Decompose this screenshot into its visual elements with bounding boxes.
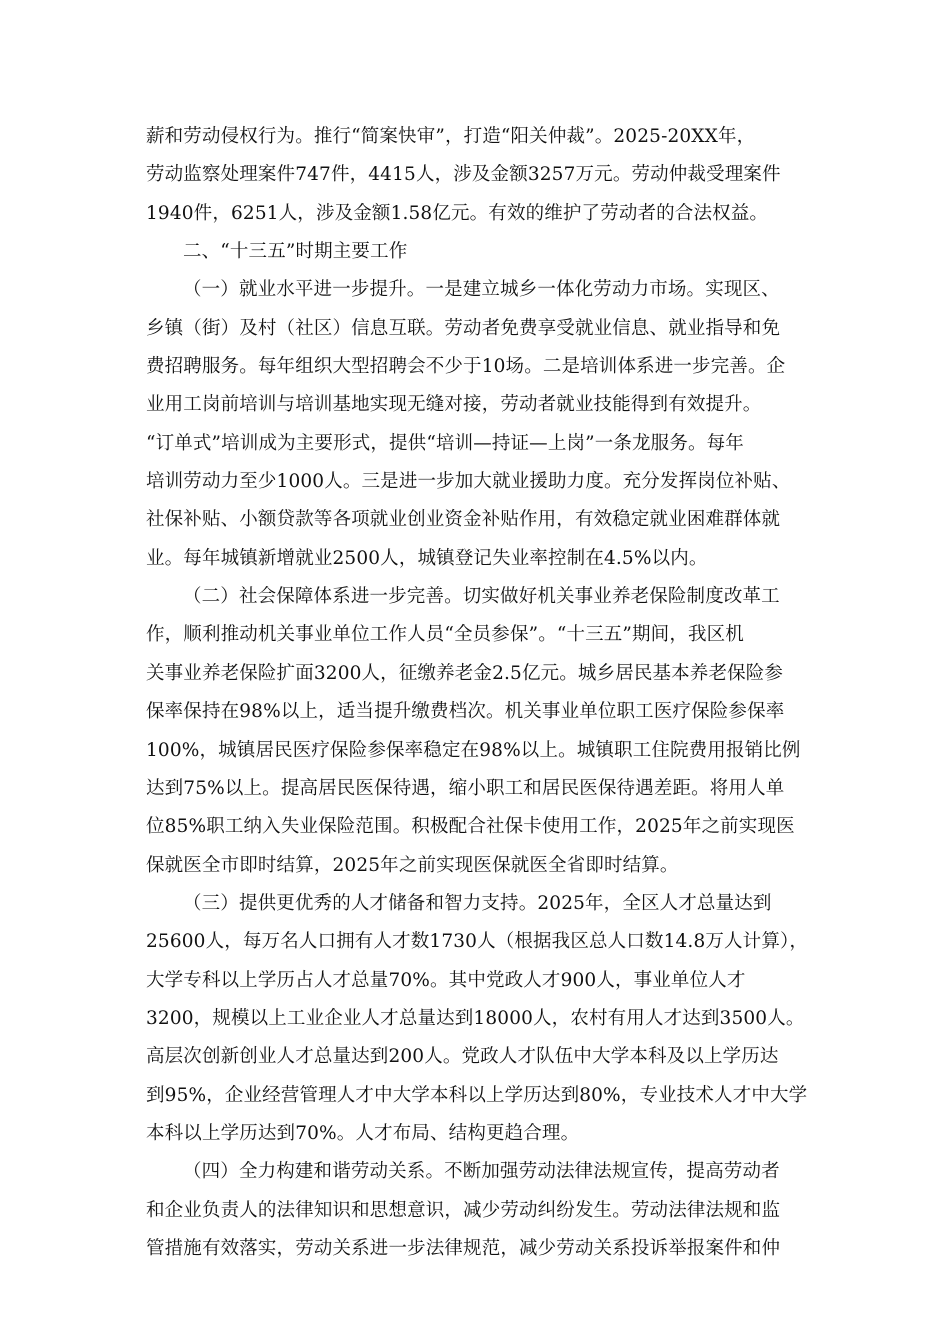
text-line: 作，顺利推动机关事业单位工作人员“全员参保”。“十三五”期间，我区机 (146, 624, 744, 646)
text-line: “订单式”培训成为主要形式，提供“培训—持证—上岗”一条龙服务。每年 (146, 432, 744, 454)
text-line: 到95%，企业经营管理人才中大学本科以上学历达到80%，专业技术人才中大学 (146, 1084, 808, 1106)
text-line: （一）就业水平进一步提升。一是建立城乡一体化劳动力市场。实现区、 (183, 279, 780, 301)
text-line: 本科以上学历达到70%。人才布局、结构更趋合理。 (146, 1122, 580, 1144)
text-line: 大学专科以上学历占人才总量70%。其中党政人才900人，事业单位人才 (146, 969, 746, 991)
text-line: 关事业养老保险扩面3200人，征缴养老金2.5亿元。城乡居民基本养老保险参 (146, 662, 784, 684)
text-line: 和企业负责人的法律知识和思想意识，减少劳动纠纷发生。劳动法律法规和监 (146, 1199, 781, 1221)
text-line: 劳动监察处理案件747件，4415人，涉及金额3257万元。劳动仲裁受理案件 (146, 164, 781, 186)
text-line: 3200，规模以上工业企业人才总量达到18000人，农村有用人才达到3500人。 (146, 1007, 805, 1029)
text-line: 薪和劳动侵权行为。推行“简案快审”，打造“阳关仲裁”。2025-20XX年， (146, 126, 756, 147)
text-line: 二、“十三五”时期主要工作 (183, 241, 408, 263)
text-line: 高层次创新创业人才总量达到200人。党政人才队伍中大学本科及以上学历达 (146, 1046, 779, 1068)
text-line: 25600人，每万名人口拥有人才数1730人（根据我区总人口数14.8万人计算）， (146, 931, 809, 953)
text-line: 社保补贴、小额贷款等各项就业创业资金补贴作用，有效稳定就业困难群体就 (146, 509, 781, 531)
text-line: （三）提供更优秀的人才储备和智力支持。2025年，全区人才总量达到 (183, 892, 772, 914)
text-line: 管措施有效落实，劳动关系进一步法律规范，减少劳动关系投诉举报案件和仲 (146, 1237, 781, 1259)
text-line: 乡镇（街）及村（社区）信息互联。劳动者免费享受就业信息、就业指导和免 (146, 317, 781, 339)
body-text (146, 118, 809, 1268)
text-line: 业用工岗前培训与培训基地实现无缝对接，劳动者就业技能得到有效提升。 (146, 394, 762, 416)
text-line: 100%，城镇居民医疗保险参保率稳定在98%以上。城镇职工住院费用报销比例 (146, 739, 801, 761)
text-line: （四）全力构建和谐劳动关系。不断加强劳动法律法规宣传，提高劳动者 (183, 1161, 780, 1183)
text-line: （二）社会保障体系进一步完善。切实做好机关事业养老保险制度改革工 (183, 586, 780, 608)
text-line: 培训劳动力至少1000人。三是进一步加大就业援助力度。充分发挥岗位补贴、 (146, 471, 791, 493)
text-line: 达到75%以上。提高居民医保待遇，缩小职工和居民医保待遇差距。将用人单 (146, 777, 785, 799)
text-line: 1940件，6251人，涉及金额1.58亿元。有效的维护了劳动者的合法权益。 (146, 202, 769, 224)
text-line: 保率保持在98%以上，适当提升缴费档次。机关事业单位职工医疗保险参保率 (146, 701, 785, 723)
text-line: 保就医全市即时结算，2025年之前实现医保就医全省即时结算。 (146, 854, 679, 876)
text-line: 费招聘服务。每年组织大型招聘会不少于10场。二是培训体系进一步完善。企 (146, 356, 786, 378)
text-line: 位85%职工纳入失业保险范围。积极配合社保卡使用工作，2025年之前实现医 (146, 816, 795, 838)
text-line: 业。每年城镇新增就业2500人，城镇登记失业率控制在4.5%以内。 (146, 547, 708, 569)
